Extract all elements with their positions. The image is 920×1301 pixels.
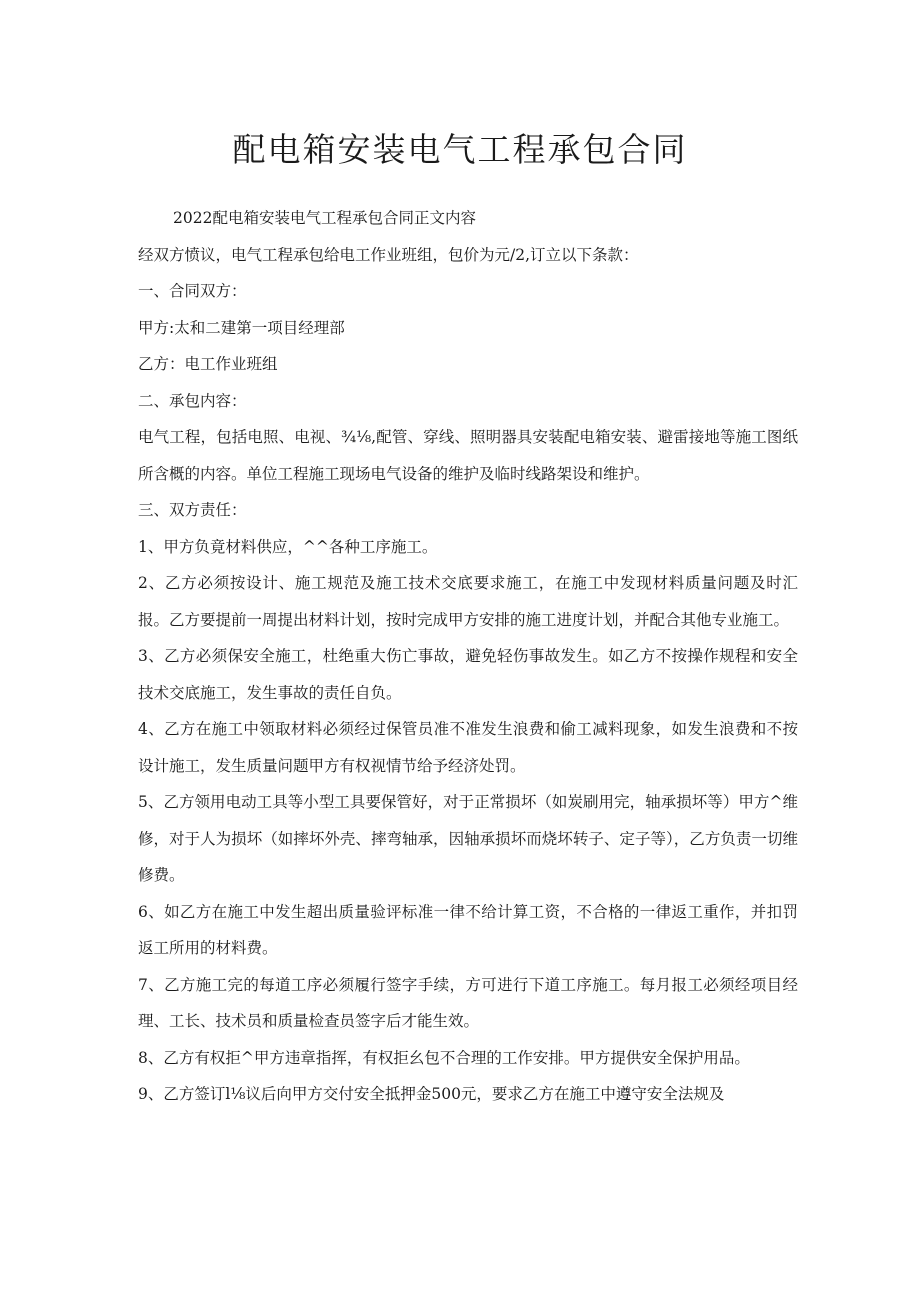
document-body bbox=[138, 200, 798, 1113]
clause-4: 4、乙方在施工中领取材料必须经过保管员准不准发生浪费和偷工减料现象，如发生浪费和不按设计施工，发生质量问题甲方有权视情节给予经济处罚。 bbox=[138, 720, 798, 775]
clause-3: 3、乙方必须保安全施工，杜绝重大伤亡事故，避免轻伤事故发生。如乙方不按操作规程和安全技术交底施工，发生事故的责任自负。 bbox=[138, 647, 798, 702]
paragraph-scope: 电气工程，包括电照、电视、¾⅛,配管、穿线、照明器具安装配电箱安装、避雷接地等施工图纸所含概的内容。单位工程施工现场电气设备的维护及临时线路架设和维护。 bbox=[138, 428, 798, 483]
clause-1: 1、甲方负竟材料供应，^^各种工序施工。 bbox=[138, 537, 438, 556]
paragraph-party-a: 甲方:太和二建第一项目经理部 bbox=[138, 318, 345, 337]
clause-9: 9、乙方签订l⅛议后向甲方交付安全抵押金500元，要求乙方在施工中遵守安全法规及 bbox=[138, 1085, 725, 1103]
clause-8: 8、乙方有权拒^甲方违章指挥，有权拒幺包不合理的工作安排。甲方提供安全保护用品。 bbox=[138, 1048, 750, 1067]
clause-6: 6、如乙方在施工中发生超出质量验评标准一律不给计算工资，不合格的一律返工重作，并扣罚返工所用的材料费。 bbox=[138, 902, 798, 957]
paragraph-subtitle: 2022配电箱安装电气工程承包合同正文内容 bbox=[173, 209, 476, 227]
section-heading-parties: 一、合同双方： bbox=[138, 282, 247, 300]
section-heading-scope: 二、承包内容： bbox=[138, 391, 247, 410]
paragraph-party-b: 乙方：电工作业班组 bbox=[138, 355, 278, 373]
clause-2: 2、乙方必须按设计、施工规范及施工技术交底要求施工，在施工中发现材料质量问题及时汇报。乙方要提前一周提出材料计划，按时完成甲方安排的施工进度计划，并配合其他专业施工。 bbox=[138, 574, 798, 629]
section-heading-responsibilities: 三、双方责任： bbox=[138, 501, 247, 519]
document-title: 配电箱安装电气工程承包合同 bbox=[232, 130, 688, 169]
paragraph-intro: 经双方愤议，电气工程承包给电工作业班组，包价为元/2,订立以下条款： bbox=[138, 245, 639, 264]
clause-7: 7、乙方施工完的每道工序必须履行签字手续，方可进行下道工序施工。每月报工必须经项目经理、工长、技术员和质量检查员签字后才能生效。 bbox=[138, 975, 798, 1030]
clause-5: 5、乙方领用电动工具等小型工具要保管好，对于正常损坏（如炭刷用完，轴承损坏等）甲方^维修，对于人为损坏（如摔坏外壳、摔弯轴承，因轴承损坏而烧坏转子、定子等），乙方负责一切维修费。 bbox=[138, 793, 798, 884]
